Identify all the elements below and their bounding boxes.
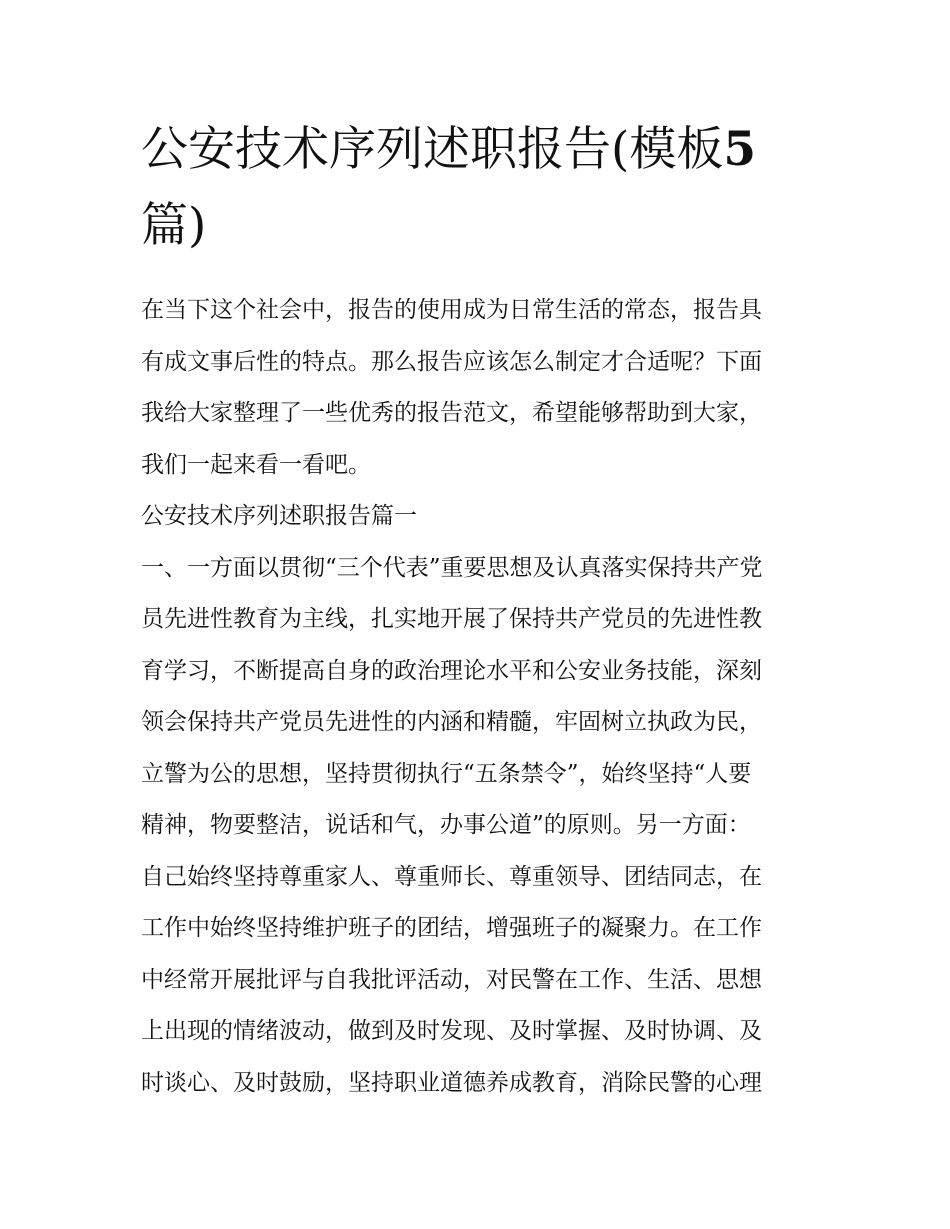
section-line: 立警为公的思想，坚持贯彻执行“五条禁令”，始终坚持“人要 <box>141 760 752 787</box>
section-line: 工作中始终坚持维护班子的团结，增强班子的凝聚力。在工作 <box>141 915 762 941</box>
intro-line: 我给大家整理了一些优秀的报告范文，希望能够帮助到大家， <box>141 400 762 426</box>
title-number: 5 <box>723 122 757 177</box>
section-line: 员先进性教育为主线，扎实地开展了保持共产党员的先进性教 <box>141 606 762 632</box>
section-line: 精神，物要整洁，说话和气，办事公道”的原则。另一方面： <box>141 812 751 838</box>
intro-line: 有成文事后性的特点。那么报告应该怎么制定才合适呢？下面 <box>141 348 762 375</box>
title-end: 篇) <box>141 198 207 253</box>
intro-line: 我们一起来看一看吧。 <box>141 451 371 478</box>
document-content <box>141 112 813 1109</box>
section-line: 领会保持共产党员先进性的内涵和精髓，牢固树立执政为民， <box>141 709 762 735</box>
intro-line: 在当下这个社会中，报告的使用成为日常生活的常态，报告具 <box>141 297 762 323</box>
title-main: 公安技术序列述职报告(模板 <box>141 122 724 177</box>
section-line: 时谈心、及时鼓励，坚持职业道德养成教育，消除民警的心理 <box>141 1069 762 1096</box>
document-title <box>141 112 813 264</box>
document-body <box>141 285 813 1109</box>
section-heading: 公安技术序列述职报告篇一 <box>141 503 417 529</box>
section-line: 上出现的情绪波动，做到及时发现、及时掌握、及时协调、及 <box>141 1018 762 1044</box>
section-line: 一、一方面以贯彻“三个代表”重要思想及认真落实保持共产党 <box>141 554 763 581</box>
section-line: 自己始终坚持尊重家人、尊重师长、尊重领导、团结同志，在 <box>141 863 762 890</box>
section-line: 中经常开展批评与自我批评活动，对民警在工作、生活、思想 <box>141 966 762 993</box>
section-line: 育学习，不断提高自身的政治理论水平和公安业务技能，深刻 <box>141 657 762 684</box>
